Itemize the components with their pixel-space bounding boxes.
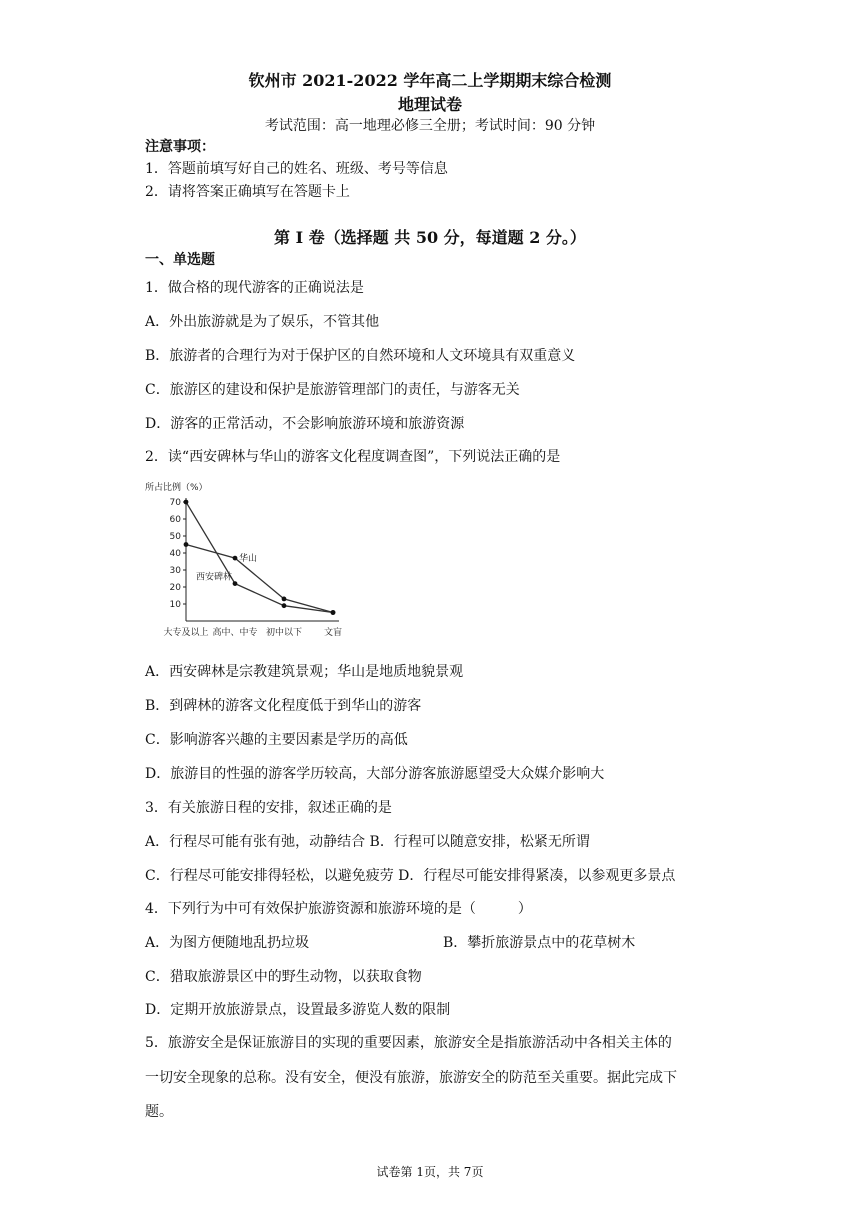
- data-point: [184, 542, 189, 547]
- question-stem: 4．下列行为中可有效保护旅游资源和旅游环境的是（ ）: [145, 901, 532, 917]
- x-tick-label: 文盲: [323, 628, 343, 638]
- question-option: A．为图方便随地乱扔垃圾: [145, 935, 310, 951]
- data-point: [331, 610, 336, 615]
- question-option: A．外出旅游就是为了娱乐，不管其他: [145, 314, 380, 330]
- question-option: B．到碑林的游客文化程度低于到华山的游客: [145, 698, 422, 714]
- question-option: A．西安碑林是宗教建筑景观；华山是地质地貌景观: [145, 664, 464, 680]
- line-chart: [143, 478, 343, 638]
- question-option: A．行程尽可能有张有弛，动静结合 B．行程可以随意安排，松紧无所谓: [145, 834, 590, 850]
- x-tick-label: 初中以下: [265, 628, 303, 638]
- x-tick-label: 高中、中专: [212, 628, 258, 638]
- question-stem: 一切安全现象的总称。没有安全，便没有旅游，旅游安全的防范至关重要。据此完成下: [145, 1070, 677, 1086]
- notice-item: 1．答题前填写好自己的姓名、班级、考号等信息: [145, 161, 448, 177]
- exam-subtitle: 地理试卷: [397, 95, 462, 114]
- question-option: C．旅游区的建设和保护是旅游管理部门的责任，与游客无关: [145, 382, 520, 398]
- data-point: [184, 500, 189, 505]
- page-footer: 试卷第 1页，共 7页: [376, 1165, 484, 1179]
- y-tick-label: 30: [169, 566, 181, 576]
- data-point: [282, 597, 287, 602]
- question-stem: 2．读“西安碑林与华山的游客文化程度调查图”，下列说法正确的是: [145, 449, 561, 465]
- question-option: D．定期开放旅游景点，设置最多游览人数的限制: [145, 1002, 451, 1018]
- question-stem: 3．有关旅游日程的安排，叙述正确的是: [145, 800, 392, 816]
- question-option: B．旅游者的合理行为对于保护区的自然环境和人文环境具有双重意义: [145, 348, 576, 364]
- question-option: D．游客的正常活动，不会影响旅游环境和旅游资源: [145, 416, 465, 432]
- y-tick-label: 10: [169, 600, 181, 610]
- notice-item: 2．请将答案正确填写在答题卡上: [145, 184, 350, 200]
- question-option: D．旅游目的性强的游客学历较高，大部分游客旅游愿望受大众媒介影响大: [145, 766, 605, 782]
- x-tick-label: 大专及以上: [163, 628, 209, 638]
- question-option: C．猎取旅游景区中的野生动物，以获取食物: [145, 969, 422, 985]
- question-option: C．影响游客兴趣的主要因素是学历的高低: [145, 732, 408, 748]
- question-stem: 5．旅游安全是保证旅游目的实现的重要因素，旅游安全是指旅游活动中各相关主体的: [145, 1035, 672, 1051]
- y-tick-label: 40: [169, 549, 181, 559]
- series-label-huashan: 华山: [239, 554, 258, 565]
- question-stem: 题。: [145, 1104, 173, 1120]
- exam-info: 考试范围：高一地理必修三全册；考试时间：90 分钟: [264, 118, 596, 134]
- question-option: C．行程尽可能安排得轻松，以避免疲劳 D．行程尽可能安排得紧凑，以参观更多景点: [145, 868, 676, 884]
- notice-heading: 注意事项：: [145, 139, 215, 155]
- question-stem: 1．做合格的现代游客的正确说法是: [145, 280, 364, 296]
- part-heading: 一、单选题: [145, 252, 215, 268]
- chart-ylabel: 所占比例（%）: [145, 483, 208, 493]
- data-point: [282, 603, 287, 608]
- series-label-beilin: 西安碑林: [196, 572, 233, 583]
- data-point: [233, 581, 238, 586]
- exam-title: 钦州市 2021-2022 学年高二上学期期末综合检测: [248, 71, 612, 90]
- question-option: B．攀折旅游景点中的花草树木: [443, 935, 636, 951]
- y-tick-label: 50: [169, 532, 181, 542]
- y-tick-label: 70: [169, 498, 181, 508]
- data-point: [233, 556, 238, 561]
- y-tick-label: 20: [169, 583, 181, 593]
- y-tick-label: 60: [169, 515, 181, 525]
- section-title: 第 I 卷（选择题 共 50 分，每道题 2 分。）: [274, 228, 586, 247]
- series-line-1: [186, 502, 333, 613]
